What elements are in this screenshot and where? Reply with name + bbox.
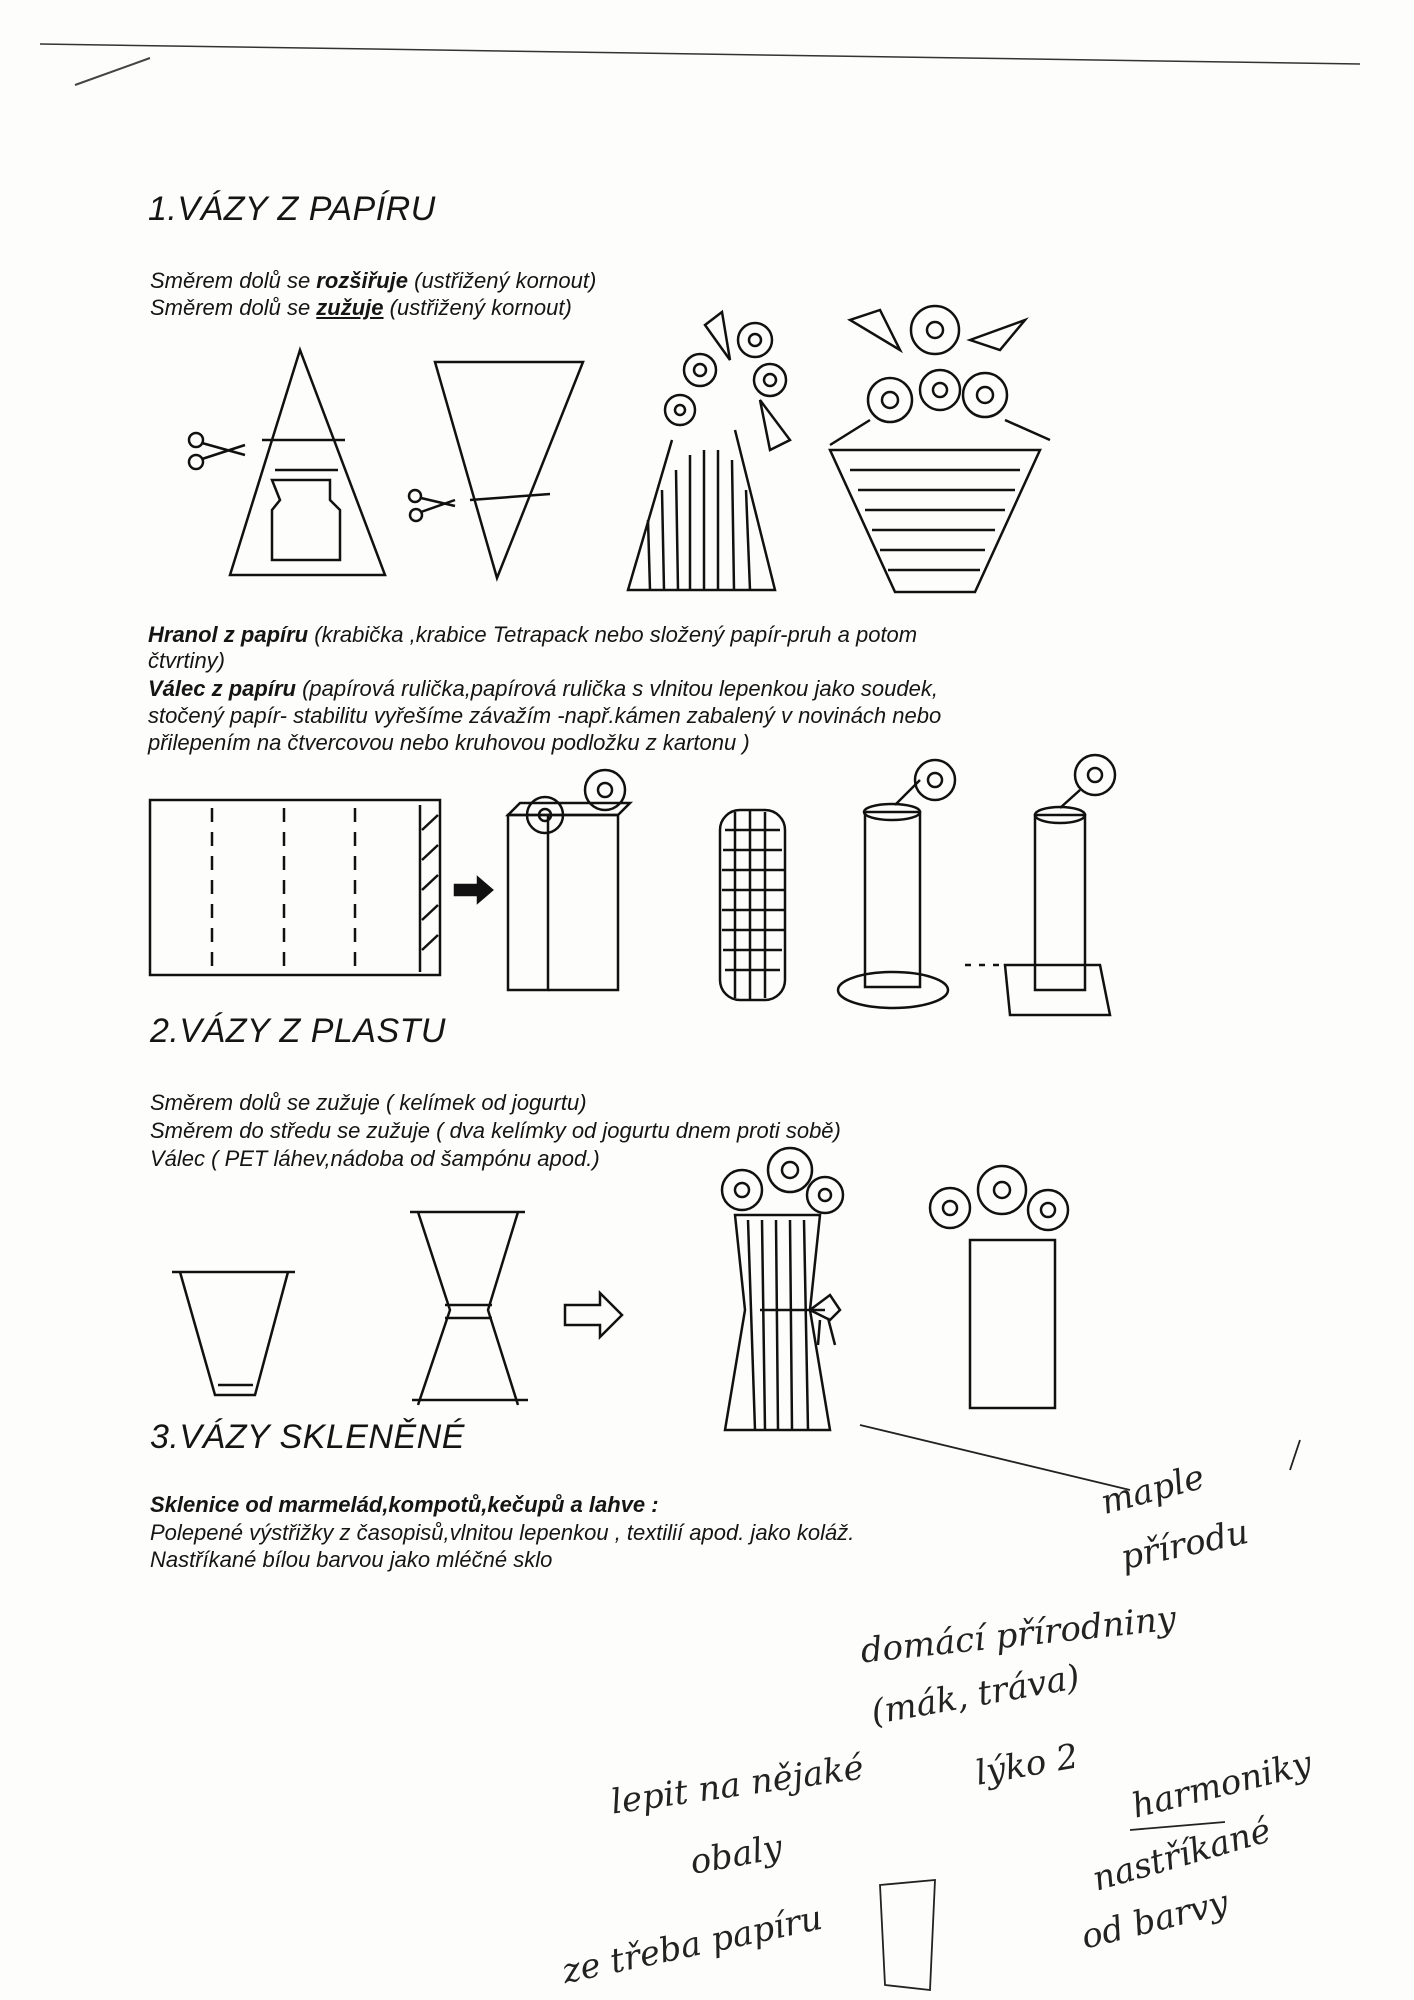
section-2-line-2: Směrem do středu se zužuje ( dva kelímky od jogurtu dnem proti sobě) (150, 1118, 841, 1143)
section-2-title: 2.VÁZY Z PLASTU (150, 1012, 446, 1050)
section-3-heading: Sklenice od marmelád,kompotů,kečupů a lahve : (150, 1492, 659, 1517)
section-3-line-2: Nastříkané bílou barvou jako mléčné sklo (150, 1547, 553, 1572)
handwritten-note-9: nastříkané (1088, 1810, 1276, 1900)
handwritten-note-6: lýko 2 (972, 1736, 1082, 1794)
cylinder-text-line-3: přilepením na čtvercovou nebo kruhovou podložku z kartonu ) (148, 730, 750, 755)
section-1-line-2: Směrem dolů se zužuje (ustřižený kornout) (150, 295, 572, 320)
section-3-title: 3.VÁZY SKLENĚNÉ (150, 1418, 465, 1456)
handwritten-note-1: maple (1096, 1457, 1209, 1523)
handwritten-note-3: domácí přírodniny (858, 1598, 1178, 1672)
section-2-line-1: Směrem dolů se zužuje ( kelímek od jogurtu) (150, 1090, 587, 1115)
section-2-line-3: Válec ( PET láhev,nádoba od šampónu apod.) (150, 1146, 600, 1171)
handwritten-note-7: harmoniky (1127, 1743, 1316, 1827)
handwritten-note-5: lepit na nějaké (608, 1747, 867, 1823)
section-3-line-1: Polepené výstřižky z časopisů,vlnitou lepenkou , textilií apod. jako koláž. (150, 1520, 855, 1545)
section-1-title: 1.VÁZY Z PAPÍRU (148, 190, 436, 228)
handwritten-note-11: ze třeba papíru (558, 1897, 826, 1993)
section-1-line-1: Směrem dolů se rozšiřuje (ustřižený kornout) (150, 268, 597, 293)
handwritten-note-10: od barvy (1077, 1882, 1233, 1958)
cylinder-text-line-1: Válec z papíru (papírová rulička,papírová rulička s vlnitou lepenkou jako soudek, (148, 676, 938, 701)
cylinder-text-line-2: stočený papír- stabilitu vyřešíme závažím -např.kámen zabalený v novinách nebo (148, 703, 942, 728)
prism-text-line-2: čtvrtiny) (148, 648, 225, 673)
handwritten-note-2: přírodu (1117, 1511, 1253, 1579)
prism-text-line-1: Hranol z papíru (krabička ,krabice Tetrapack nebo složený papír-pruh a potom (148, 622, 918, 647)
handwritten-note-8: obaly (687, 1827, 786, 1883)
handwritten-note-4: (mák, tráva) (868, 1656, 1083, 1734)
